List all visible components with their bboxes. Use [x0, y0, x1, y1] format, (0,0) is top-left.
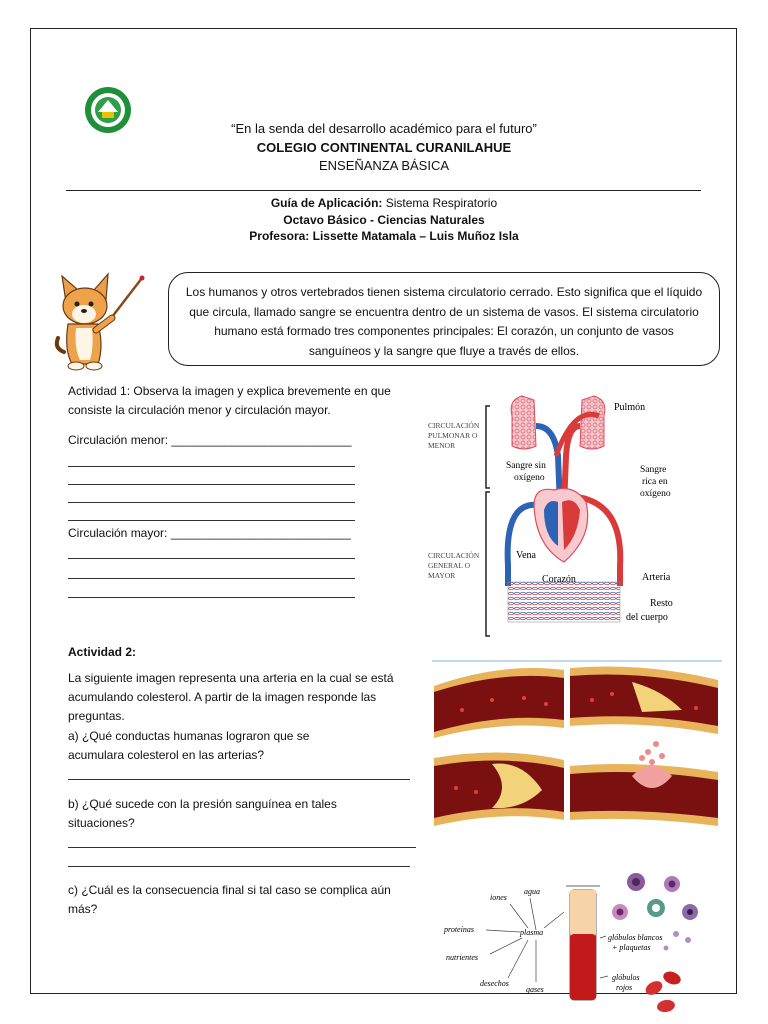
globulos-rojos-label-1: glóbulos — [612, 973, 640, 982]
blood-composition-figure — [440, 868, 710, 1018]
guide-info — [0, 195, 768, 245]
answer-line[interactable] — [68, 597, 355, 598]
sangre-sin-label-2: oxígeno — [514, 473, 545, 483]
question-c: c) ¿Cuál es la consecuencia final si tal caso se complica aún más? — [68, 883, 391, 916]
course-info: Octavo Básico - Ciencias Naturales — [283, 212, 485, 227]
school-name: COLEGIO CONTINENTAL CURANILAHUE — [256, 140, 512, 155]
question-a: a) ¿Qué conductas humanas lograron que se acumulara colesterol en las arterias? — [68, 729, 310, 762]
answer-line[interactable] — [68, 484, 355, 485]
header-divider — [66, 190, 701, 191]
school-level: ENSEÑANZA BÁSICA — [318, 158, 450, 173]
answer-line[interactable] — [68, 578, 355, 579]
sangre-rica-label-2: rica en — [642, 477, 668, 487]
general-label-3: MAYOR — [428, 571, 456, 580]
artery-cholesterol-figure — [432, 660, 722, 828]
nutrientes-label: nutrientes — [446, 953, 478, 962]
answer-line[interactable] — [68, 558, 355, 559]
resto-label-2: del cuerpo — [626, 612, 668, 623]
activity2-title: Actividad 2: — [68, 645, 137, 659]
artery-panel — [434, 752, 564, 826]
desechos-label: desechos — [480, 979, 509, 988]
teacher-label: Profesora: — [249, 229, 310, 243]
answer-line[interactable] — [68, 847, 416, 848]
pulmonar-label-3: MENOR — [428, 441, 456, 450]
sangre-sin-label-1: Sangre sin — [506, 461, 546, 471]
gases-label: gases — [526, 985, 544, 994]
corazon-label: Corazón — [542, 574, 576, 585]
circulacion-mayor-label: Circulación mayor: ___________________________ — [68, 526, 351, 540]
teacher-names: Lissette Matamala – Luis Muñoz Isla — [309, 229, 519, 243]
general-label-2: GENERAL O — [428, 561, 471, 570]
globulos-rojos-label-2: rojos — [616, 983, 633, 992]
guide-topic: Sistema Respiratorio — [382, 196, 498, 210]
dog-illustration — [52, 272, 147, 372]
guide-label: Guía de Aplicación: — [270, 196, 383, 210]
answer-line[interactable] — [68, 866, 410, 867]
pulmon-label: Pulmón — [614, 402, 646, 413]
vena-label: Vena — [516, 550, 536, 561]
agua-label: agua — [524, 887, 540, 896]
circulacion-menor-label: Circulación menor: ___________________________ — [68, 433, 352, 447]
resto-label-1: Resto — [650, 598, 673, 609]
school-motto: “En la senda del desarrollo académico para el futuro” — [231, 121, 537, 136]
answer-line[interactable] — [68, 520, 355, 521]
sangre-rica-label-3: oxígeno — [640, 489, 671, 499]
arteria-label: Arteria — [642, 572, 671, 583]
circulation-diagram — [424, 386, 682, 640]
answer-line[interactable] — [68, 779, 410, 780]
intro-speech-bubble: Los humanos y otros vertebrados tienen sistema circulatorio cerrado. Esto significa que el líquido que circula, llamado sangre se encuentra dentro de un sistema de vasos. El sistema circulatorio humano está formado tres componentes principales: El corazón, un conjunto de vasos sanguíneos y la sangre que fluye a través de ellos. — [168, 272, 720, 366]
artery-panel — [434, 668, 564, 738]
pulmonar-label-1: CIRCULACIÓN — [428, 421, 480, 430]
artery-panel — [570, 741, 718, 826]
activity2-intro: La siguiente imagen representa una arteria en la cual se está acumulando colesterol. A partir de la imagen responde las preguntas. — [68, 671, 394, 723]
iones-label: iones — [490, 893, 507, 902]
artery-panel — [570, 667, 718, 735]
activity1-prompt: Actividad 1: Observa la imagen y explica brevemente en que consiste la circulación menor y circulación mayor. — [68, 384, 391, 417]
globulos-blancos-label-2: + plaquetas — [612, 943, 651, 952]
question-b: b) ¿Qué sucede con la presión sanguínea en tales situaciones? — [68, 797, 337, 830]
answer-line[interactable] — [68, 502, 355, 503]
globulos-blancos-label-1: glóbulos blancos — [608, 933, 663, 942]
pulmonar-label-2: PULMONAR O — [428, 431, 478, 440]
plasma-label: plasma — [520, 928, 544, 937]
general-label-1: CIRCULACIÓN — [428, 551, 480, 560]
answer-line[interactable] — [68, 466, 355, 467]
sangre-rica-label-1: Sangre — [640, 465, 667, 475]
proteinas-label: proteínas — [444, 925, 474, 934]
